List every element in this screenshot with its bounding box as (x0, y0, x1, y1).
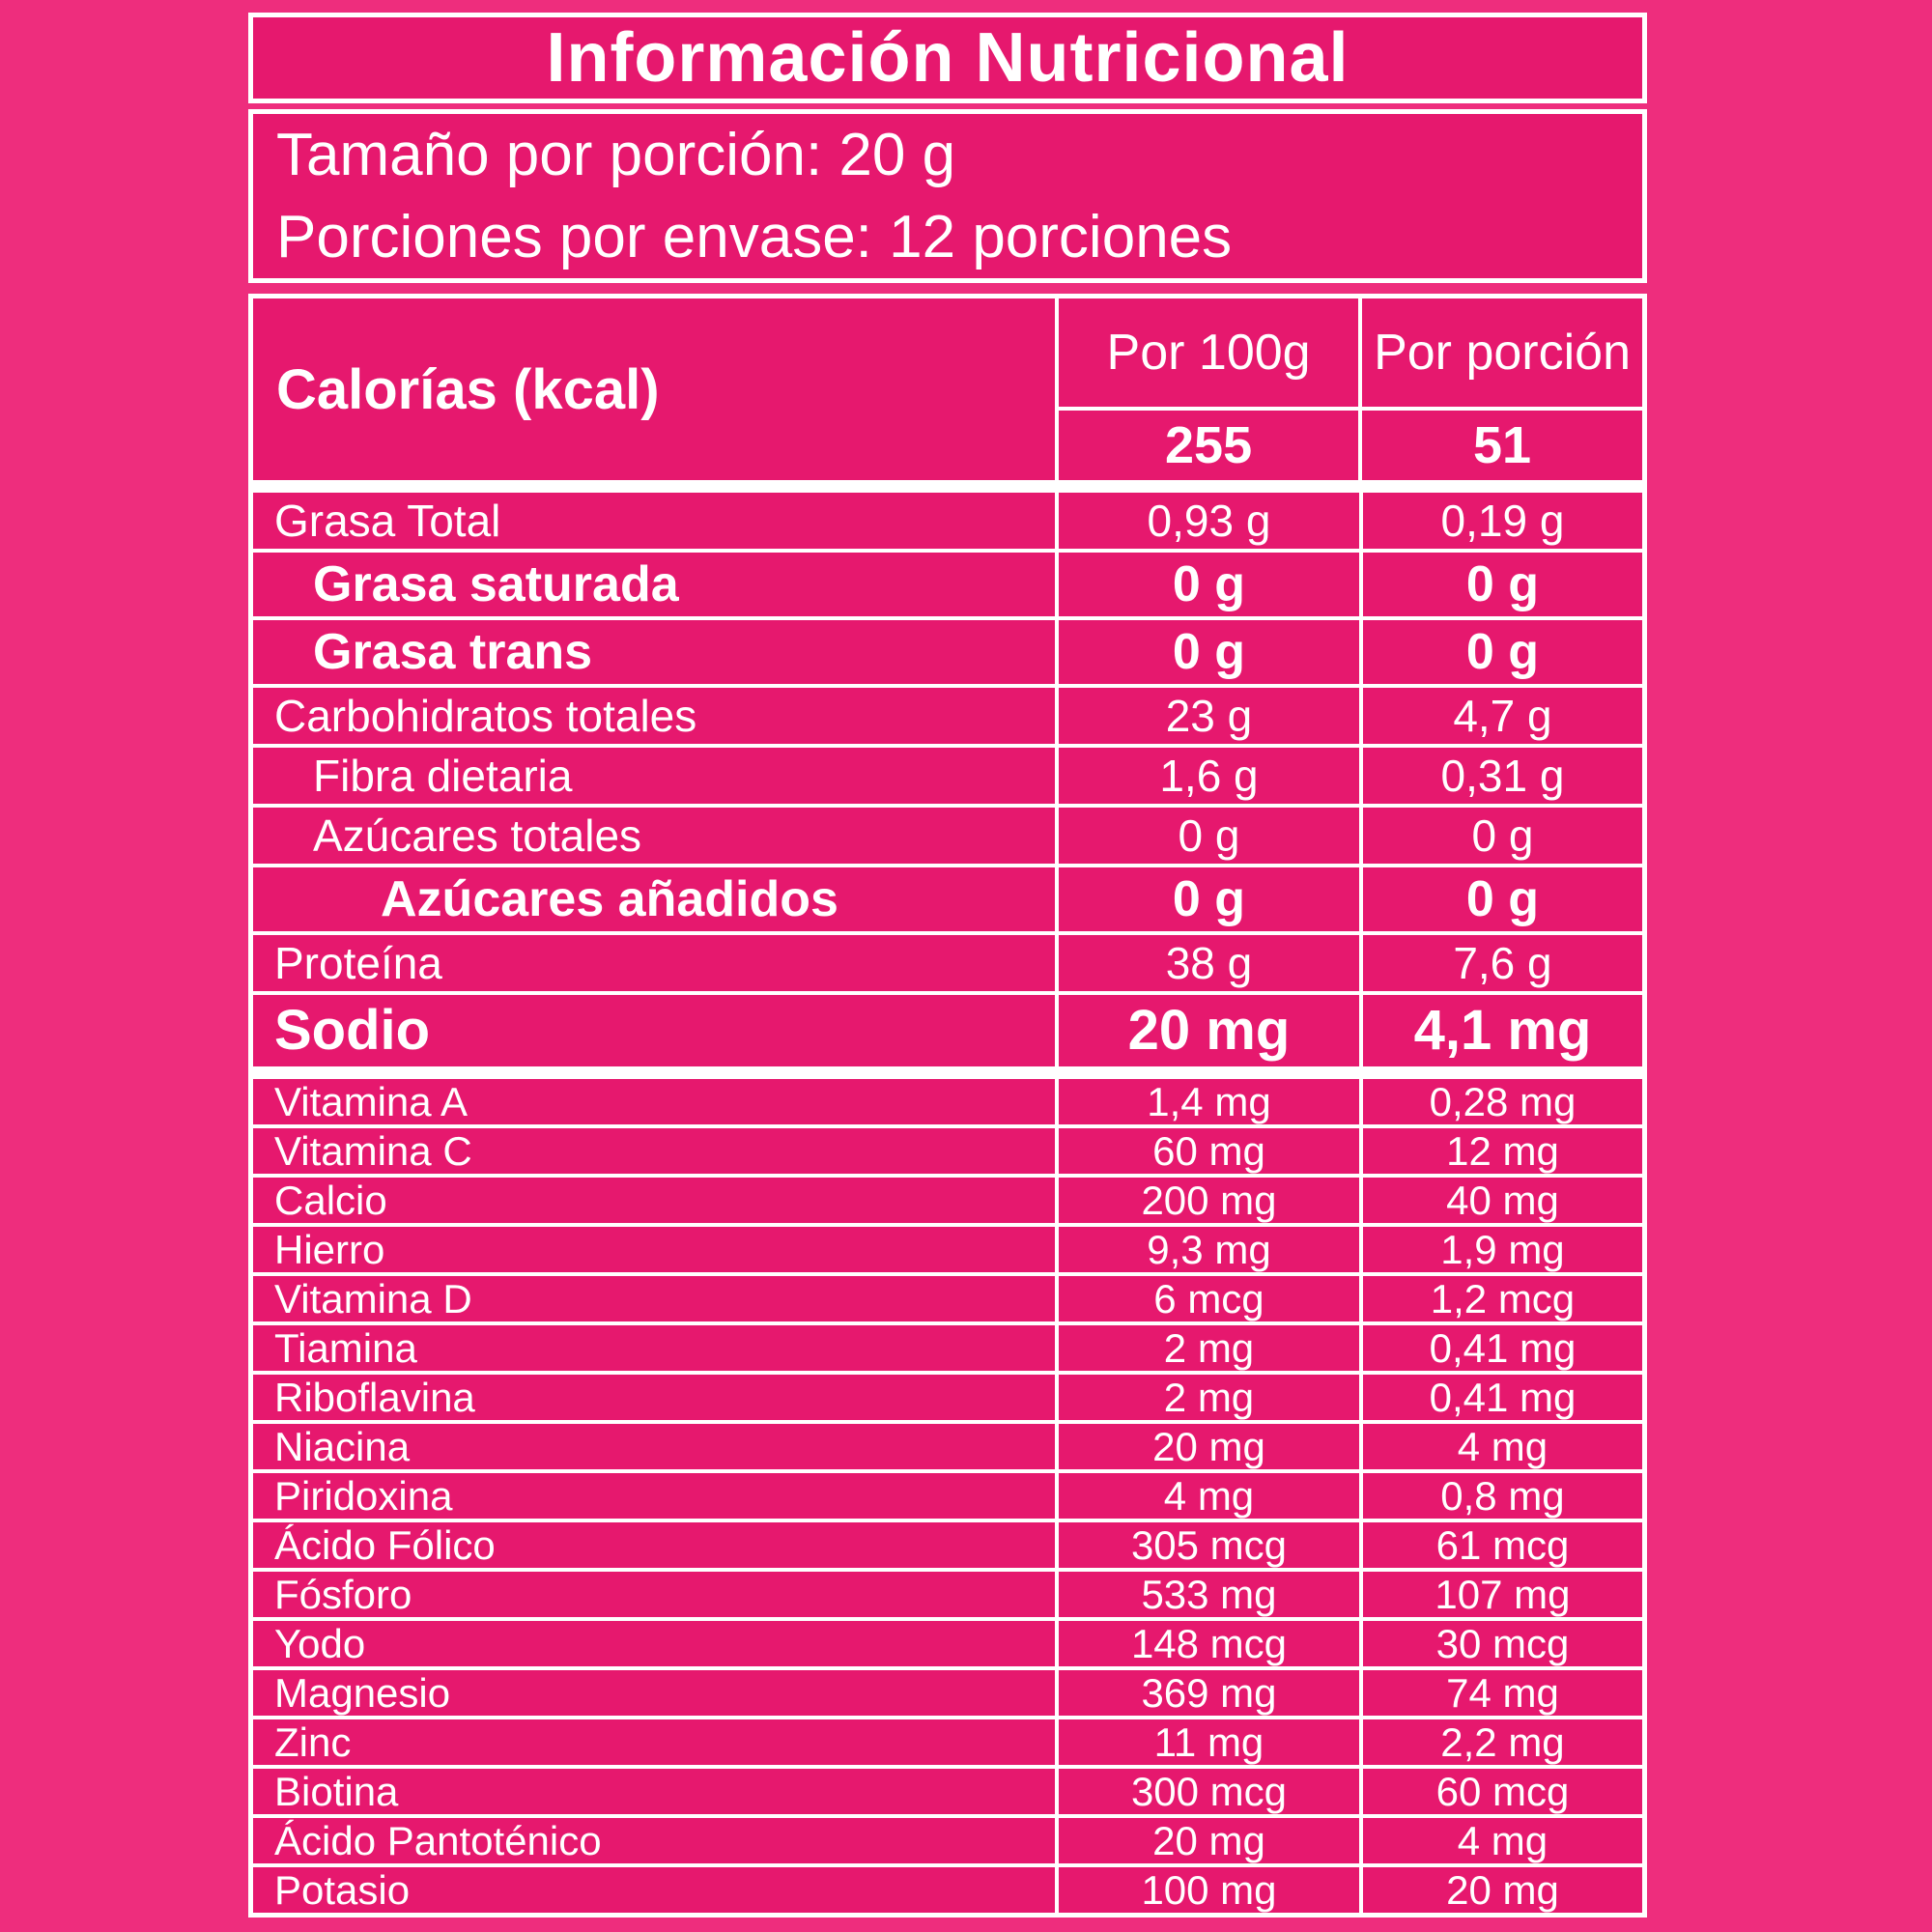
per-serving-value: 2,2 mg (1440, 1719, 1565, 1765)
calories-per-100g-value: 255 (1059, 411, 1362, 480)
per-100g-value: 4 mg (1059, 1473, 1363, 1519)
nutrient-label: Ácido Fólico (253, 1522, 1059, 1568)
nutrient-label: Azúcares totales (253, 808, 1059, 864)
vitamin-row (253, 1321, 1642, 1371)
per-serving-value: 1,9 mg (1440, 1226, 1565, 1272)
per-serving-value: 30 mcg (1435, 1620, 1570, 1666)
per-100g-value: 1,6 g (1059, 748, 1363, 804)
per-100g-value: 9,3 mg (1059, 1227, 1363, 1272)
nutrient-label: Tiamina (253, 1325, 1059, 1371)
per-serving-value: 0,41 mg (1429, 1324, 1577, 1371)
calories-label (253, 298, 1059, 480)
nutrient-row (253, 684, 1642, 744)
per-serving-value: 0,19 g (1440, 496, 1565, 546)
per-serving-value: 0 g (1465, 624, 1540, 680)
vitamin-row (253, 1716, 1642, 1765)
nutrient-label: Yodo (253, 1621, 1059, 1666)
nutrient-label: Riboflavina (253, 1375, 1059, 1420)
nutrient-label: Azúcares añadidos (253, 867, 1059, 931)
per-serving-value: 61 mcg (1435, 1521, 1570, 1568)
per-serving-value: 0,8 mg (1440, 1472, 1565, 1519)
nutrient-label: Carbohidratos totales (253, 688, 1059, 744)
nutrient-label: Biotina (253, 1769, 1059, 1814)
nutrient-label: Fósforo (253, 1572, 1059, 1617)
nutrient-label: Grasa saturada (253, 553, 1059, 616)
nutrient-label: Potasio (253, 1867, 1059, 1913)
servings-per-container-line: Porciones por envase: 12 porciones (276, 204, 1233, 270)
per-100g-value: 0 g (1059, 808, 1363, 864)
nutrient-label: Calcio (253, 1178, 1059, 1223)
column-headers-row (1059, 298, 1642, 407)
per-serving-value: 4 mg (1457, 1423, 1548, 1469)
per-serving-value: 20 mg (1446, 1866, 1559, 1913)
serving-info-box (248, 109, 1647, 283)
per-100g-value: 100 mg (1059, 1867, 1363, 1913)
per-100g-value: 148 mcg (1059, 1621, 1363, 1666)
per-serving-value: 1,2 mcg (1430, 1275, 1576, 1321)
per-serving-value: 0,31 g (1440, 751, 1565, 801)
per-100g-value: 300 mcg (1059, 1769, 1363, 1814)
nutrient-row (253, 493, 1642, 549)
label-title-box (248, 13, 1647, 103)
vitamin-row (253, 1814, 1642, 1863)
calories-per-serving-value: 51 (1473, 416, 1532, 474)
nutrient-label: Vitamina A (253, 1079, 1059, 1124)
per-serving-value: 40 mg (1446, 1177, 1559, 1223)
per-100g-value: 1,4 mg (1059, 1079, 1363, 1124)
calories-label-text: Calorías (kcal) (276, 357, 660, 421)
vitamin-row (253, 1568, 1642, 1617)
nutrient-row (253, 804, 1642, 864)
per-100g-value: 23 g (1059, 688, 1363, 744)
column-header-per-100g: Por 100g (1059, 298, 1362, 407)
label-title: Información Nutricional (546, 19, 1350, 97)
per-100g-value: 6 mcg (1059, 1276, 1363, 1321)
vitamin-row (253, 1079, 1642, 1124)
vitamin-row (253, 1863, 1642, 1913)
nutrient-row (253, 864, 1642, 931)
per-serving-value: 107 mg (1435, 1571, 1571, 1617)
per-100g-value: 0,93 g (1059, 493, 1363, 549)
vitamin-row (253, 1617, 1642, 1666)
per-100g-value: 369 mg (1059, 1670, 1363, 1716)
macronutrient-rows (253, 493, 1642, 1066)
vitamin-row (253, 1371, 1642, 1420)
per-serving-value: 74 mg (1446, 1669, 1559, 1716)
nutrient-label: Niacina (253, 1424, 1059, 1469)
nutrient-row (253, 931, 1642, 991)
vitamin-row (253, 1174, 1642, 1223)
per-serving-value: 0 g (1465, 556, 1540, 612)
nutrient-row (253, 616, 1642, 684)
per-100g-value: 0 g (1059, 867, 1363, 931)
per-100g-value: 533 mg (1059, 1572, 1363, 1617)
calories-values-row (1059, 407, 1642, 480)
per-100g-value: 20 mg (1059, 1818, 1363, 1863)
per-serving-value: 7,6 g (1453, 938, 1552, 988)
per-serving-value: 0,41 mg (1429, 1374, 1577, 1420)
per-100g-value: 38 g (1059, 935, 1363, 991)
nutrient-label: Fibra dietaria (253, 748, 1059, 804)
section-divider (253, 1066, 1642, 1079)
per-100g-value: 60 mg (1059, 1128, 1363, 1174)
nutrient-label: Vitamina C (253, 1128, 1059, 1174)
nutrient-row (253, 549, 1642, 616)
nutrient-row (253, 744, 1642, 804)
per-100g-value: 0 g (1059, 553, 1363, 616)
micronutrient-rows (253, 1079, 1642, 1913)
vitamin-row (253, 1420, 1642, 1469)
nutrition-table (248, 294, 1647, 1918)
per-serving-value: 0,28 mg (1429, 1078, 1577, 1124)
nutrient-label: Grasa Total (253, 493, 1059, 549)
nutrient-label: Vitamina D (253, 1276, 1059, 1321)
nutrient-label: Grasa trans (253, 620, 1059, 684)
vitamin-row (253, 1272, 1642, 1321)
vitamin-row (253, 1469, 1642, 1519)
calories-columns (1059, 298, 1642, 480)
per-100g-value: 2 mg (1059, 1375, 1363, 1420)
nutrient-label: Hierro (253, 1227, 1059, 1272)
vitamin-row (253, 1765, 1642, 1814)
per-serving-value: 4,7 g (1453, 691, 1552, 741)
vitamin-row (253, 1124, 1642, 1174)
nutrition-label (248, 13, 1647, 1918)
per-100g-value: 20 mg (1059, 995, 1363, 1066)
per-100g-value: 2 mg (1059, 1325, 1363, 1371)
nutrient-label: Zinc (253, 1719, 1059, 1765)
nutrient-row (253, 991, 1642, 1066)
per-serving-value: 4 mg (1457, 1817, 1548, 1863)
per-100g-value: 0 g (1059, 620, 1363, 684)
per-100g-value: 305 mcg (1059, 1522, 1363, 1568)
per-serving-value: 60 mcg (1435, 1768, 1570, 1814)
per-serving-value: 4,1 mg (1413, 999, 1592, 1062)
column-header-per-serving: Por porción (1374, 325, 1631, 381)
per-serving-value: 12 mg (1446, 1127, 1559, 1174)
per-100g-value: 11 mg (1059, 1719, 1363, 1765)
calories-section (253, 298, 1642, 480)
per-100g-value: 20 mg (1059, 1424, 1363, 1469)
per-serving-value: 0 g (1471, 810, 1534, 861)
nutrient-label: Proteína (253, 935, 1059, 991)
vitamin-row (253, 1666, 1642, 1716)
vitamin-row (253, 1519, 1642, 1568)
nutrient-label: Piridoxina (253, 1473, 1059, 1519)
section-divider (253, 480, 1642, 493)
serving-size-line: Tamaño por porción: 20 g (276, 122, 956, 188)
nutrient-label: Ácido Pantoténico (253, 1818, 1059, 1863)
per-serving-value: 0 g (1465, 871, 1540, 927)
nutrient-label: Sodio (253, 995, 1059, 1066)
per-100g-value: 200 mg (1059, 1178, 1363, 1223)
nutrient-label: Magnesio (253, 1670, 1059, 1716)
vitamin-row (253, 1223, 1642, 1272)
